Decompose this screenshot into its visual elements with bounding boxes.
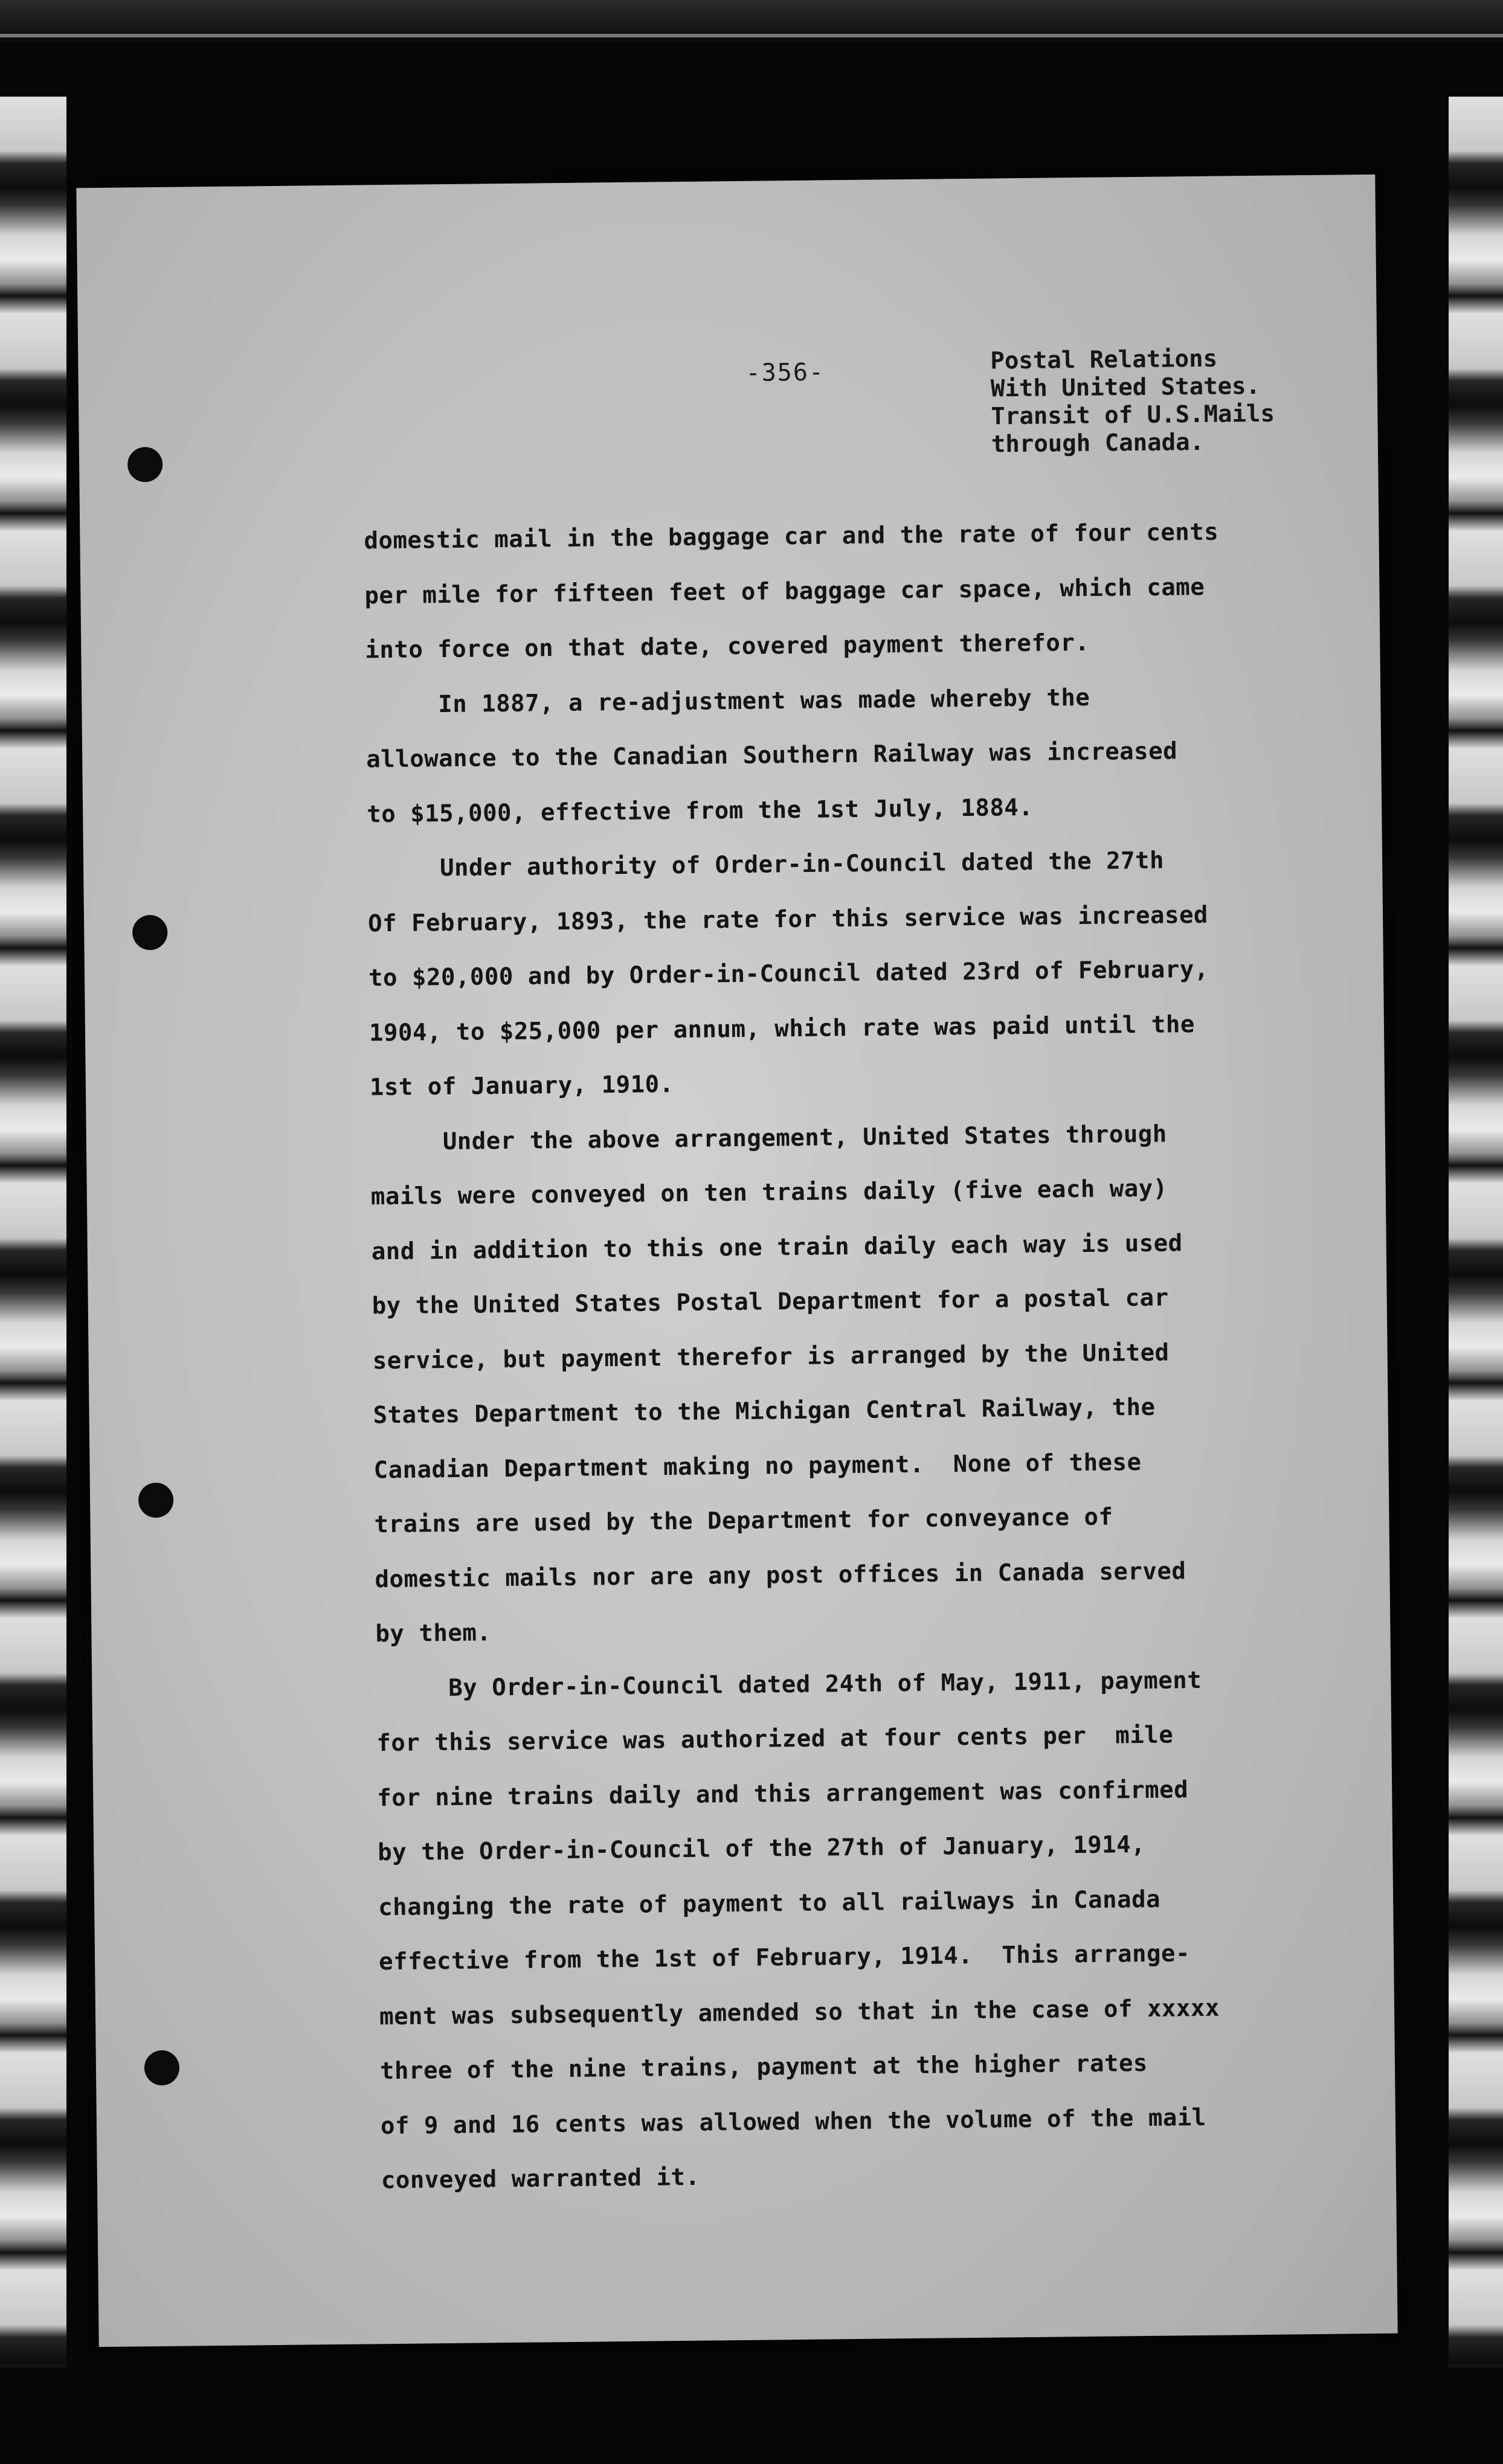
text-line: three of the nine trains, payment at the higher rates [379,2049,1148,2085]
text-line: Under authority of Order-in-Council dated the 27th [367,847,1165,883]
text-line: States Department to the Michigan Central Railway, the [373,1393,1156,1429]
text-line: domestic mail in the baggage car and the rate of four cents [364,518,1219,555]
film-top-line [0,34,1503,37]
text-line: to $15,000, effective from the 1st July, 1884. [366,794,1034,828]
film-edge-left [0,97,66,2367]
text-line: of 9 and 16 cents was allowed when the volume of the mail [380,2103,1206,2140]
text-line: By Order-in-Council dated 24th of May, 1911, payment [376,1666,1202,1702]
punch-hole [132,915,168,951]
text-line: service, but payment therefor is arranged by the United [372,1339,1170,1375]
text-line: mails were conveyed on ten trains daily (five each way) [370,1175,1168,1211]
text-line: 1904, to $25,000 per annum, which rate was paid until the [369,1010,1196,1047]
page-number: -356- [745,358,825,387]
text-line: by them. [375,1619,492,1648]
text-line: into force on that date, covered payment therefor. [365,629,1090,664]
body-text [364,504,1378,2209]
punch-hole [144,2050,180,2086]
text-line: to $20,000 and by Order-in-Council dated 23rd of February, [368,955,1209,992]
text-line: by the Order-in-Council of the 27th of January, 1914, [377,1830,1146,1867]
film-edge-right [1449,97,1503,2367]
heading-line: With United States. [990,372,1261,403]
text-line: trains are used by the Department for conveyance of [374,1503,1113,1539]
punch-hole [138,1483,174,1518]
document-page [76,175,1397,2347]
heading-line: Transit of U.S.Mails [991,400,1275,431]
text-line: 1st of January, 1910. [369,1071,674,1102]
text-line: per mile for fifteen feet of baggage car space, which came [364,573,1205,609]
text-line: changing the rate of payment to all railways in Canada [378,1885,1161,1921]
text-line: Under the above arrangement, United States through [370,1120,1167,1156]
text-line: effective from the 1st of February, 1914. This arrange- [378,1940,1191,1976]
text-line: ment was subsequently amended so that in the case of xxxxx [379,1994,1220,2030]
punch-hole [127,447,163,483]
text-line: and in addition to this one train daily each way is used [371,1229,1183,1265]
text-line: allowance to the Canadian Southern Railway was increased [366,737,1178,774]
marginal-heading [990,345,1275,459]
text-line: In 1887, a re-adjustment was made whereby the [365,684,1090,719]
heading-line: through Canada. [991,428,1205,458]
text-line: for nine trains daily and this arrangement was confirmed [377,1776,1189,1812]
text-line: Of February, 1893, the rate for this service was increased [367,901,1209,937]
text-line: conveyed warranted it. [381,2163,700,2195]
text-line: for this service was authorized at four cents per mile [376,1721,1174,1757]
text-line: domestic mails nor are any post offices in Canada served [375,1557,1186,1593]
heading-line: Postal Relations [990,345,1218,375]
text-line: Canadian Department making no payment. None of these [373,1448,1142,1484]
text-line: by the United States Postal Department for a postal car [372,1284,1169,1320]
